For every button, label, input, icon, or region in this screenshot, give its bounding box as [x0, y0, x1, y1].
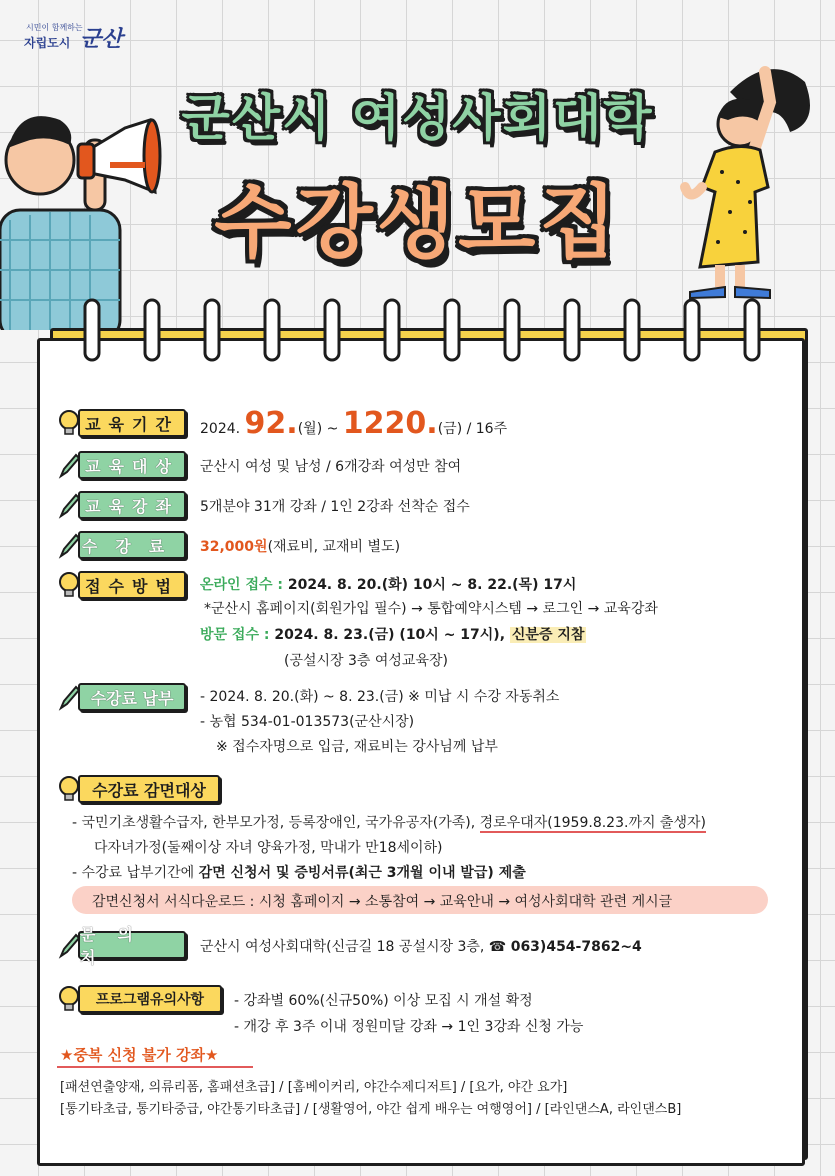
online-path: *군산시 홈페이지(회원가입 필수) → 통합예약시스템 → 로그인 → 교육강좌	[204, 601, 658, 617]
label-contact: 문의처	[80, 925, 155, 967]
pencil-icon	[58, 683, 80, 711]
title-line2: 수강생모집	[214, 176, 621, 269]
label-payment: 수강료 납부	[90, 688, 174, 708]
row-contact	[58, 925, 778, 967]
row-target	[58, 452, 778, 482]
row-fee	[58, 532, 778, 562]
visit-place: (공설시장 3층 여성교육장)	[284, 653, 448, 669]
label-notice: 프로그램유의사항	[95, 992, 205, 1008]
label-discount: 수강료 감면대상	[92, 780, 206, 800]
period-year: 2024.	[200, 421, 241, 437]
visit-label: 방문 접수 :	[200, 627, 275, 643]
label-fee: 수강료	[81, 536, 183, 556]
logo-slogan: 시민이 함께하는	[26, 23, 83, 32]
city-logo	[22, 20, 132, 54]
notice-line1: - 강좌별 60%(신규50%) 이상 모집 시 개설 확정	[234, 993, 533, 1009]
period-start-month: 9	[244, 406, 266, 441]
row-period	[58, 406, 778, 441]
row-apply	[58, 572, 778, 669]
duplicate-line2: [통기타초급, 통기타중급, 야간통기타초급] / [생활영어, 야간 쉽게 배우는 여행영어] / [라인댄스A, 라인댄스B]	[60, 1102, 682, 1117]
payment-line2: - 농협 534-01-013573(군산시장)	[200, 714, 415, 730]
pencil-icon	[58, 531, 80, 559]
course-text: 5개분야 31개 강좌 / 1인 2강좌 선착순 접수	[200, 499, 470, 515]
row-discount	[58, 776, 788, 806]
fee-note: (재료비, 교재비 별도)	[267, 539, 401, 555]
title-line1: 군산시 여성사회대학	[181, 89, 654, 147]
period-end-day: 20.	[384, 406, 438, 441]
pencil-icon	[58, 451, 80, 479]
duplicate-line1: [패션연출양재, 의류리폼, 홈패션초급] / [홈베이커리, 야간수제디저트] / [요가, 야간 요가]	[60, 1080, 568, 1095]
row-course	[58, 492, 778, 522]
label-target: 교육대상	[85, 456, 179, 476]
label-course: 교육강좌	[85, 496, 179, 516]
row-notice	[58, 986, 778, 1035]
label-period: 교육기간	[85, 414, 179, 434]
contact-phone: 063)454-7862~4	[510, 939, 642, 955]
duplicate-title: ★중복 신청 불가 강좌★	[60, 1046, 219, 1064]
visit-date: 2024. 8. 23.(금) (10시 ~ 17시),	[274, 627, 510, 643]
row-payment	[58, 684, 778, 755]
spiral-rings	[0, 296, 835, 376]
logo-brand: 군산	[80, 26, 123, 52]
notice-line2: - 개강 후 3주 이내 정원미달 강좌 → 1인 3강좌 신청 가능	[234, 1019, 584, 1035]
period-start-weekday: (월) ~	[297, 421, 343, 437]
lightbulb-icon	[58, 409, 80, 437]
visit-id: 신분증 지참	[511, 627, 585, 643]
discount-line4: 감면신청서 서식다운로드 : 시청 홈페이지 → 소통참여 → 교육안내 → 여성사회대학 관련 게시글	[92, 894, 673, 910]
label-apply: 접수방법	[85, 576, 179, 596]
pencil-icon	[58, 491, 80, 519]
target-text: 군산시 여성 및 남성 / 6개강좌 여성만 참여	[200, 459, 462, 475]
fee-amount: 32,000원	[200, 539, 268, 555]
pencil-icon	[58, 931, 80, 959]
online-label: 온라인 접수 :	[200, 577, 288, 593]
contact-text: 군산시 여성사회대학(신금길 18 공설시장 3층,	[200, 939, 489, 955]
lightbulb-icon	[58, 985, 80, 1013]
logo-city: 자립도시	[24, 36, 71, 50]
lightbulb-icon	[58, 571, 80, 599]
duplicate-underline	[57, 1066, 253, 1068]
period-end-weekday: (금) / 16주	[437, 421, 508, 437]
period-end-month: 12	[342, 406, 385, 441]
lightbulb-icon	[58, 775, 80, 803]
payment-line1: - 2024. 8. 20.(화) ~ 8. 23.(금) ※ 미납 시 수강 자동취소	[200, 689, 560, 705]
discount-line2: 다자녀가정(둘째이상 자녀 양육가정, 막내가 만18세이하)	[94, 840, 443, 856]
discount-line1a: - 국민기초생활수급자, 한부모가정, 등록장애인, 국가유공자(가족),	[72, 815, 480, 831]
discount-line1b: 경로우대자(1959.8.23.까지 출생자)	[479, 815, 706, 831]
phone-icon: ☎	[488, 939, 507, 955]
discount-line3a: - 수강료 납부기간에	[72, 865, 199, 881]
period-start-day: 2.	[265, 406, 298, 441]
payment-line3: ※ 접수자명으로 입금, 재료비는 강사님께 납부	[216, 739, 498, 755]
online-date: 2024. 8. 20.(화) 10시 ~ 8. 22.(목) 17시	[287, 577, 577, 593]
discount-line3b: 감면 신청서 및 증빙서류(최근 3개월 이내 발급) 제출	[198, 865, 526, 881]
